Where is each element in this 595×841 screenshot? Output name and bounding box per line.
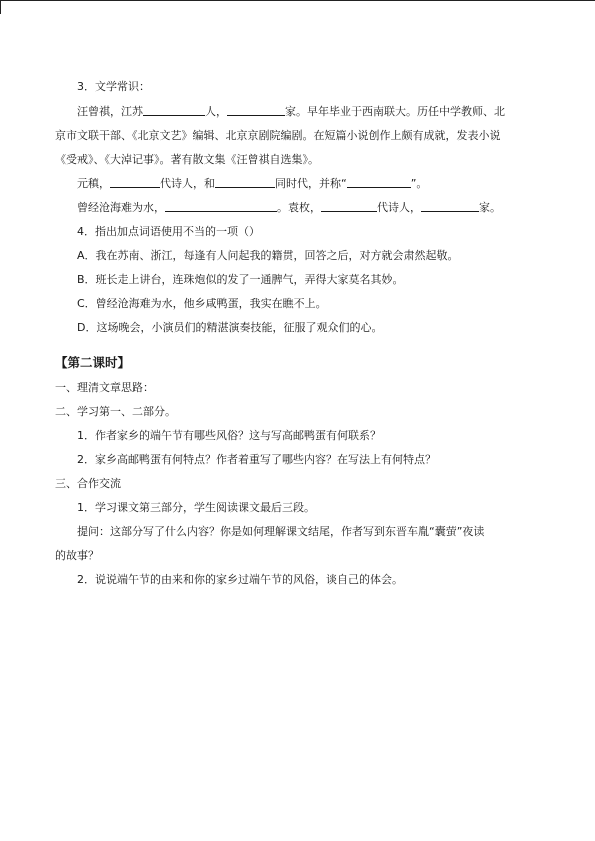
blank-yuanmei-dynasty (321, 201, 377, 212)
blank-dynasty (110, 177, 160, 188)
wang-line-3: 《受戒》、《大淖记事》。著有散文集《汪曾祺自选集》。 (55, 153, 319, 166)
text: 元稹， (77, 177, 110, 190)
text: 家。 (479, 201, 501, 214)
wang-line-2: 京市文联干部、《北京文艺》编辑、北京京剧院编剧。在短篇小说创作上颇有成就，发表小说 (55, 129, 501, 142)
blank-joint-name (347, 177, 411, 188)
text: 代诗人， (377, 201, 421, 214)
option-a: A．我在苏南、浙江，每逢有人问起我的籍贯，回答之后，对方就会肃然起敬。 (77, 249, 459, 262)
blank-poet (215, 177, 275, 188)
question-tiwen-line-1: 提问：这部分写了什么内容？你是如何理解课文结尾，作者写到东晋车胤“囊萤”夜读 (77, 525, 485, 538)
top-border (0, 0, 595, 1)
question-2: 2．家乡高邮鸭蛋有何特点？作者着重写了哪些内容？在写法上有何特点？ (77, 453, 436, 466)
ceng-line (77, 201, 501, 215)
task-2: 2．说说端午节的由来和你的家乡过端午节的风俗，谈自己的体会。 (77, 573, 403, 586)
part-3-title: 三、合作交流 (55, 477, 121, 490)
question-tiwen-line-2: 的故事？ (55, 549, 99, 562)
wang-line-1 (77, 105, 505, 119)
text: 家。早年毕业于西南联大。历任中学教师、北 (285, 105, 505, 118)
text: ”。 (410, 177, 428, 190)
option-d: D．这场晚会，小演员们的精湛演奏技能，征服了观众们的心。 (77, 321, 383, 334)
item-3-label: 3．文学常识： (77, 80, 150, 93)
text: 曾经沧海难为水， (77, 201, 165, 214)
text: 。袁枚， (277, 201, 321, 214)
item-4-label: 4．指出加点词语使用不当的一项（） (77, 225, 260, 238)
blank-next-line (165, 201, 277, 212)
part-2-title: 二、学习第一、二部分。 (55, 405, 176, 418)
text: 代诗人，和 (160, 177, 215, 190)
text: 人， (205, 105, 227, 118)
part-1-title: 一、理清文章思路： (55, 381, 154, 394)
option-b: B．班长走上讲台，连珠炮似的发了一通脾气，弄得大家莫名其妙。 (77, 273, 404, 286)
question-1: 1．作者家乡的端午节有哪些风俗？这与写高邮鸭蛋有何联系？ (77, 429, 381, 442)
option-c: C．曾经沧海难为水，他乡咸鸭蛋，我实在瞧不上。 (77, 297, 327, 310)
lesson-2-heading: 【第二课时】 (55, 355, 131, 370)
blank-native-place (143, 105, 205, 116)
yuan-line (77, 177, 427, 191)
task-1: 1．学习课文第三部分，学生阅读课文最后三段。 (77, 501, 315, 514)
blank-profession (227, 105, 285, 116)
text: 同时代，并称“ (275, 177, 347, 190)
text: 汪曾祺，江苏 (77, 105, 143, 118)
top-corner-mark (0, 0, 1, 14)
blank-yuanmei-profession (421, 201, 479, 212)
